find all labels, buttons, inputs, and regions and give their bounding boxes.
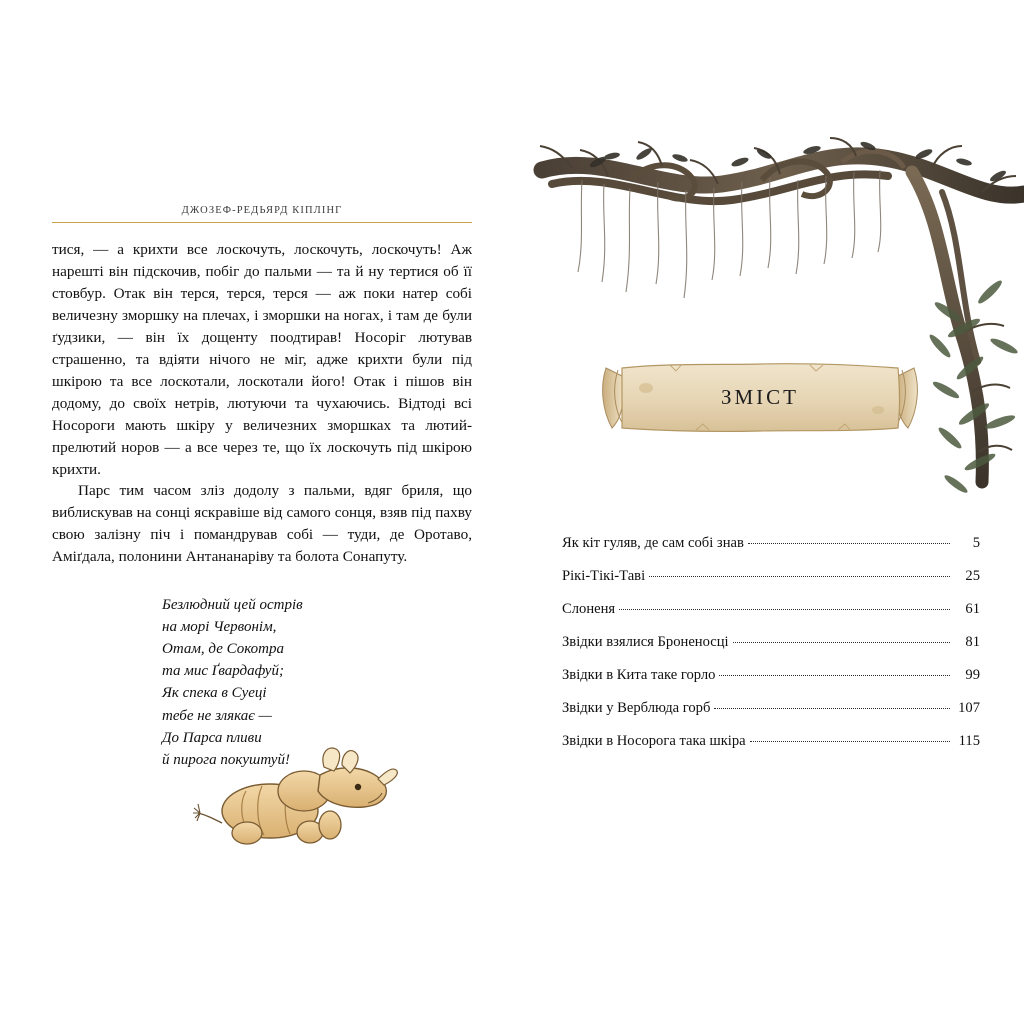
- paragraph: тися, — а крихти все лоскочуть, лоскочуть, лоскочуть! Аж нарешті він підскочив, побіг до пальми — та й ну тертися об її стовбур. Отак він терся, терся, терся — аж поки натер собі величезну зморшку на плечах, і зморшки на ногах, і там де були ґудзики, — він їх дощенту поодтирав! Носоріг лютував страшенно, та вдіяти нічого не міг, адже крихти були під шкірою та все лоскотали, лоскотали його! Отак і пішов він додому, до своїх нетрів, лютуючи та чухаючись. Відтоді всі Носороги мають шкіру у величезних зморшках та лютий-прелютий норов — а все через те, що їх лоскочуть під шкірою крихти.: [52, 241, 472, 478]
- toc-entry-label: Звідки у Верблюда горб: [562, 700, 711, 716]
- toc-entry-page: 99: [965, 667, 980, 683]
- toc-entry-page: 107: [958, 700, 980, 716]
- toc-entry[interactable]: [562, 535, 980, 553]
- toc-entry-page: 25: [965, 568, 980, 584]
- toc-leader-dots: [714, 708, 950, 709]
- tree-branch-illustration: [512, 132, 1024, 532]
- toc-entry[interactable]: [562, 667, 980, 685]
- right-page: [512, 0, 1024, 1024]
- toc-entry-label: Рікі-Тікі-Таві: [562, 568, 646, 584]
- toc-entry[interactable]: [562, 733, 980, 751]
- toc-entry-label: Слоненя: [562, 601, 616, 617]
- poem-line: тебе не злякає —: [162, 707, 272, 724]
- toc-leader-dots: [649, 576, 950, 577]
- toc-entry[interactable]: [562, 700, 980, 718]
- toc-leader-dots: [750, 741, 950, 742]
- running-head: ДЖОЗЕФ-РЕДЬЯРД КІПЛІНГ: [181, 205, 343, 216]
- poem-line: Отам, де Сокотра: [162, 641, 284, 658]
- toc-entry[interactable]: [562, 601, 980, 619]
- toc-entry-label: Звідки в Кита таке горло: [562, 667, 716, 683]
- poem-line: та мис Ґвардафуй;: [162, 663, 284, 680]
- toc-entry-label: Звідки в Носорога така шкіра: [562, 733, 746, 749]
- toc-leader-dots: [733, 642, 950, 643]
- body-text: [52, 239, 472, 568]
- toc-entry-page: 81: [965, 634, 980, 650]
- toc-entry-page: 5: [972, 535, 980, 551]
- toc-title: ЗМІСТ: [720, 384, 800, 409]
- rhino-illustration: [192, 705, 442, 850]
- poem-line: Як спека в Суеці: [162, 685, 267, 702]
- running-head-container: [52, 200, 472, 223]
- toc-entry-label: Як кіт гуляв, де сам собі знав: [562, 535, 744, 551]
- paragraph: Парс тим часом зліз додолу з пальми, вдяг бриля, що виблискував на сонці яскравіше від самого сонця, взяв під пахву свою залізну піч і помандрував собі — туди, де Оротаво, Аміґдала, полонини Антананаріву та болота Сонапуту.: [52, 482, 472, 566]
- table-of-contents: [562, 535, 980, 766]
- toc-leader-dots: [619, 609, 950, 610]
- toc-leader-dots: [748, 543, 950, 544]
- toc-entry-page: 61: [965, 601, 980, 617]
- toc-entry-label: Звідки взялися Броненосці: [562, 634, 729, 650]
- poem-line: й пирога покуштуй!: [162, 751, 290, 768]
- toc-entry[interactable]: [562, 634, 980, 652]
- toc-entry-page: 115: [958, 733, 980, 749]
- poem-line: на морі Червонім,: [162, 619, 277, 636]
- toc-entry[interactable]: [562, 568, 980, 586]
- poem-line: Безлюдний цей острів: [162, 597, 303, 614]
- left-page: [52, 200, 472, 771]
- poem-line: До Парса пливи: [162, 729, 262, 746]
- toc-leader-dots: [719, 675, 950, 676]
